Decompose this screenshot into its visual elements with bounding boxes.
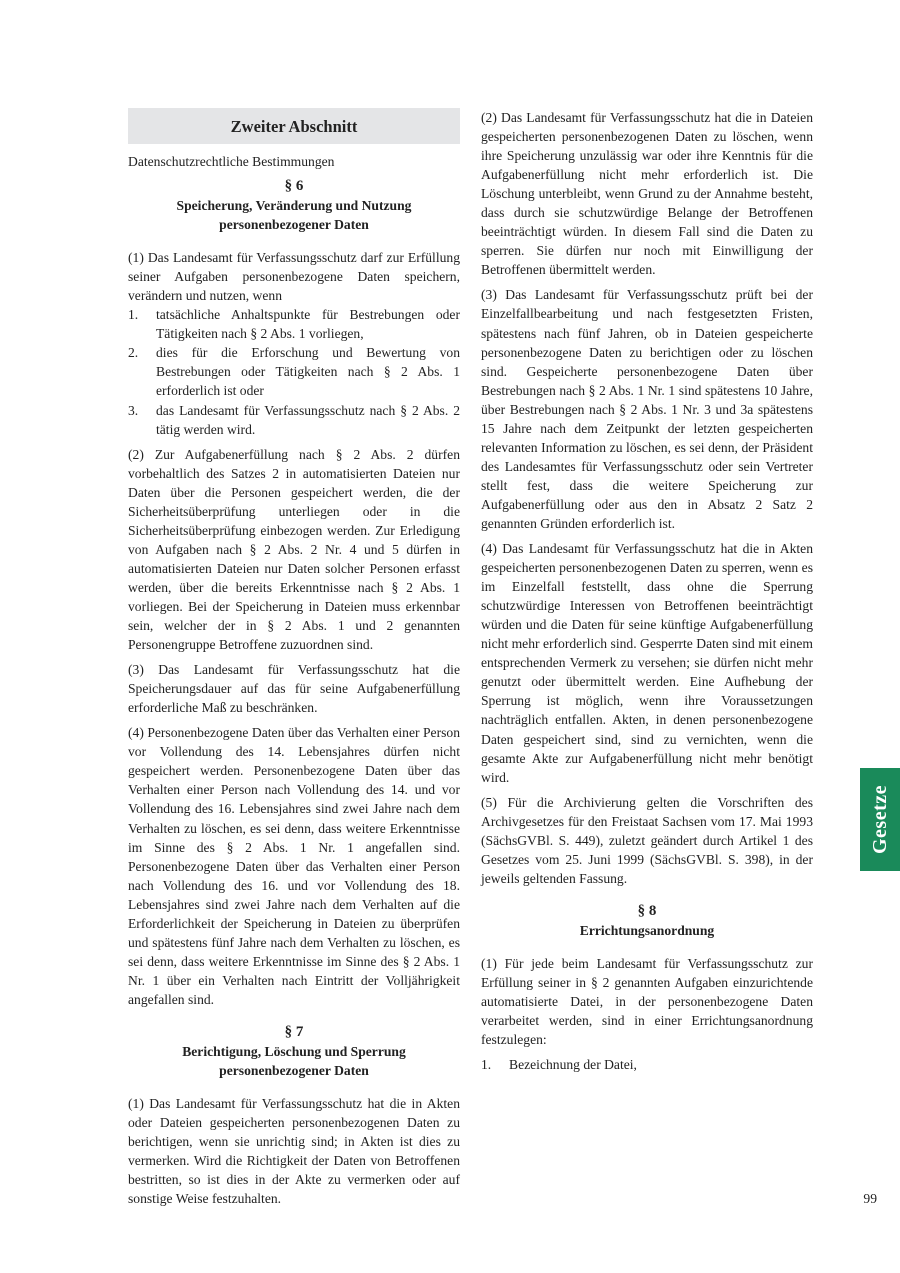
paragraph-title-line: personenbezogener Daten bbox=[219, 1063, 369, 1079]
paragraph-6-heading bbox=[128, 177, 460, 234]
list-item-number: 3. bbox=[128, 402, 139, 418]
paragraph-7-abs-1 bbox=[128, 1094, 460, 1208]
list-item bbox=[128, 343, 460, 400]
section-heading: Zweiter Abschnitt bbox=[128, 108, 460, 144]
paragraph-8-abs-1: (1) Für jede beim Landesamt für Verfassungsschutz zur Erfüllung seiner in § 2 genannten Aufgaben einzurichtende automatisierte Datei, in der personenbezogene Daten verarbeitet werden, sind in einer Errichtungsanordnung festzulegen: bbox=[481, 955, 813, 1048]
left-column bbox=[128, 108, 460, 1214]
side-tab-gesetze bbox=[860, 768, 900, 871]
section-subtitle: Datenschutzrechtliche Bestimmungen bbox=[128, 154, 335, 169]
list-item-text: Bezeichnung der Datei, bbox=[509, 1057, 637, 1073]
page-number: 99 bbox=[863, 1191, 877, 1206]
list-item-number: 2. bbox=[128, 345, 139, 361]
paragraph-7-abs-4: (4) Das Landesamt für Verfassungsschutz hat die in Akten gespeicherten personenbezogenen Daten zu sperren, wenn es im Einzelfall feststellt, dass ohne die Sperrung schutzwürdige Interessen von Betroffenen beeinträchtigt würden und die Daten für seine künftige Aufgabenerfüllung nicht mehr erforderlich sind. Gesperrte Daten sind mit einem entsprechenden Vermerk zu versehen; sie dürfen nicht mehr genutzt oder übermittelt werden. Eine Aufhebung der Sperrung ist möglich, wenn ihre Voraussetzungen nachträglich entfallen. Akten, in denen personenbezogene Daten gespeichert sind, sind zu vernichten, wenn die gesamte Akte zur Aufgabenerfüllung nicht mehr benötigt wird. bbox=[481, 541, 813, 785]
paragraph-title-line: Errichtungsanordnung bbox=[579, 922, 715, 938]
side-tab-label: Gesetze bbox=[868, 784, 891, 855]
paragraph-title-line: Speicherung, Veränderung und Nutzung bbox=[176, 198, 412, 214]
paragraph-8-abs-1-list bbox=[481, 1055, 813, 1074]
paragraph-6-abs-1-list bbox=[128, 305, 460, 438]
paragraph-7-abs-2: (2) Das Landesamt für Verfassungsschutz hat die in Dateien gespeicherten personenbezogenen Daten zu löschen, wenn ihre Speicherung unzulässig war oder ihre Kenntnis für die Aufgabenerfüllung nicht mehr erforderlich ist. Die Löschung unterbleibt, wenn Grund zu der Annahme besteht, dass durch sie schutzwürdige Belange der Betroffenen beeinträchtigt würden. In diesem Fall sind die Daten zu sperren. Sie dürfen nur noch mit Einwilligung der Betroffenen übermittelt werden. bbox=[481, 110, 813, 278]
list-item-text: das Landesamt für Verfassungsschutz nach § 2 Abs. 2 tätig werden wird. bbox=[156, 402, 460, 437]
paragraph-6-abs-4: (4) Personenbezogene Daten über das Verhalten einer Person vor Vollendung des 14. Lebensjahres dürfen nicht gespeichert werden. Personenbezogene Daten über das Verhalten einer Person nach Vollendung des 14. und vor Vollendung des 16. Lebensjahres sind zwei Jahre nach dem Verhalten zu löschen, es sei denn, dass weitere Erkenntnisse im Sinne des § 2 Abs. 1 Nr. 1 angefallen sind. Personenbezogene Daten über das Verhalten einer Person nach Vollendung des 16. und vor Vollendung des 18. Lebensjahres sind zwei Jahre nach dem Verhalten auf die Erforderlichkeit der Speicherung in Dateien zu überprüfen und spätestens fünf Jahre nach dem Verhalten zu löschen, es sei denn, dass weitere Erkenntnisse im Sinne des § 2 Abs. 1 Nr. 1 über ein Verhalten nach Eintritt der Volljährigkeit angefallen sind. bbox=[128, 725, 460, 1007]
paragraph-number: § 8 bbox=[637, 902, 657, 919]
list-item-text: dies für die Erforschung und Bewertung von Bestrebungen oder Tätigkeiten nach § 2 Abs. 1 erforderlich ist oder bbox=[156, 345, 460, 399]
paragraph-number: § 7 bbox=[284, 1023, 304, 1040]
list-item bbox=[481, 1055, 813, 1074]
paragraph-6-abs-2: (2) Zur Aufgabenerfüllung nach § 2 Abs. 2 dürfen vorbehaltlich des Satzes 2 in automatisierten Dateien nur Daten über die Personen gespeichert werden, die der Sicherheitsüberprüfung unterliegen oder in die Sicherheitsüberprüfung einbezogen werden. Zur Erledigung von Aufgaben nach § 2 Abs. 2 Nr. 4 und 5 dürfen in automatisierten Dateien nur Daten solcher Personen erfasst werden, über die bereits Erkenntnisse nach § 2 Abs. 1 vorliegen. Bei der Speicherung in Dateien muss erkennbar sein, welcher der in § 2 Abs. 1 und 2 genannten Personengruppe Betroffene zuzuordnen sind. bbox=[128, 446, 460, 653]
right-column bbox=[481, 108, 813, 1080]
paragraph-7-abs-3: (3) Das Landesamt für Verfassungsschutz prüft bei der Einzelfallbearbeitung und nach festgesetzten Fristen, spätestens nach fünf Jahren, ob in Dateien gespeicherte personenbezogene Daten zu berichtigen oder zu löschen sind. Gespeicherte personenbezogene Daten über Bestrebungen nach § 2 Abs. 1 Nr. 1 sind spätestens 10 Jahre, über Bestrebungen nach § 2 Abs. 1 Nr. 3 und 3a spätestens 15 Jahre nach dem Zeitpunkt der letzten gespeicherten relevanten Information zu löschen, es sei denn, der Präsident des Landesamtes für Verfassungsschutz oder sein Vertreter stellt fest, dass die weitere Speicherung zur Aufgabenerfüllung oder aus den in Absatz 2 Satz 2 genannten Gründen erforderlich ist. bbox=[481, 287, 813, 531]
list-item-number: 1. bbox=[481, 1057, 492, 1073]
list-item bbox=[128, 305, 460, 343]
paragraph-6-abs-3: (3) Das Landesamt für Verfassungsschutz hat die Speicherungsdauer auf das für seine Aufgabenerfüllung erforderliche Maß zu beschränken. bbox=[128, 662, 460, 716]
paragraph-number: § 6 bbox=[284, 178, 304, 195]
paragraph-title-line: Berichtigung, Löschung und Sperrung bbox=[182, 1043, 406, 1059]
list-item-number: 1. bbox=[128, 307, 139, 323]
paragraph-8-heading bbox=[481, 902, 813, 940]
paragraph-7-abs-5: (5) Für die Archivierung gelten die Vorschriften des Archivgesetzes für den Freistaat Sachsen vom 17. Mai 1993 (SächsGVBl. S. 449), zuletzt geändert durch Artikel 1 des Gesetzes vom 25. Juni 1999 (SächsGVBl. S. 398), in der jeweils geltenden Fassung. bbox=[481, 794, 813, 886]
list-item-text: tatsächliche Anhaltspunkte für Bestrebungen oder Tätigkeiten nach § 2 Abs. 1 vorliegen, bbox=[156, 307, 460, 342]
paragraph-7-heading bbox=[128, 1023, 460, 1080]
paragraph-title-line: personenbezogener Daten bbox=[219, 217, 369, 233]
paragraph-6-abs-1: (1) Das Landesamt für Verfassungsschutz darf zur Erfüllung seiner Aufgaben personenbezogene Daten speichern, verändern und nutzen, wenn bbox=[128, 250, 460, 304]
paragraph-7-abs-1-text: (1) Das Landesamt für Verfassungsschutz hat die in Akten oder Dateien gespeicherten personenbezogenen Daten zu berichtigen, wenn sie unrichtig sind; in Akten ist dies zu vermerken. Wird die Richtigkeit der Daten von Betroffenen bestritten, so ist dies in der Akte zu vermerken oder auf sonstige Weise festzuhalten. bbox=[128, 1096, 460, 1207]
list-item bbox=[128, 401, 460, 439]
